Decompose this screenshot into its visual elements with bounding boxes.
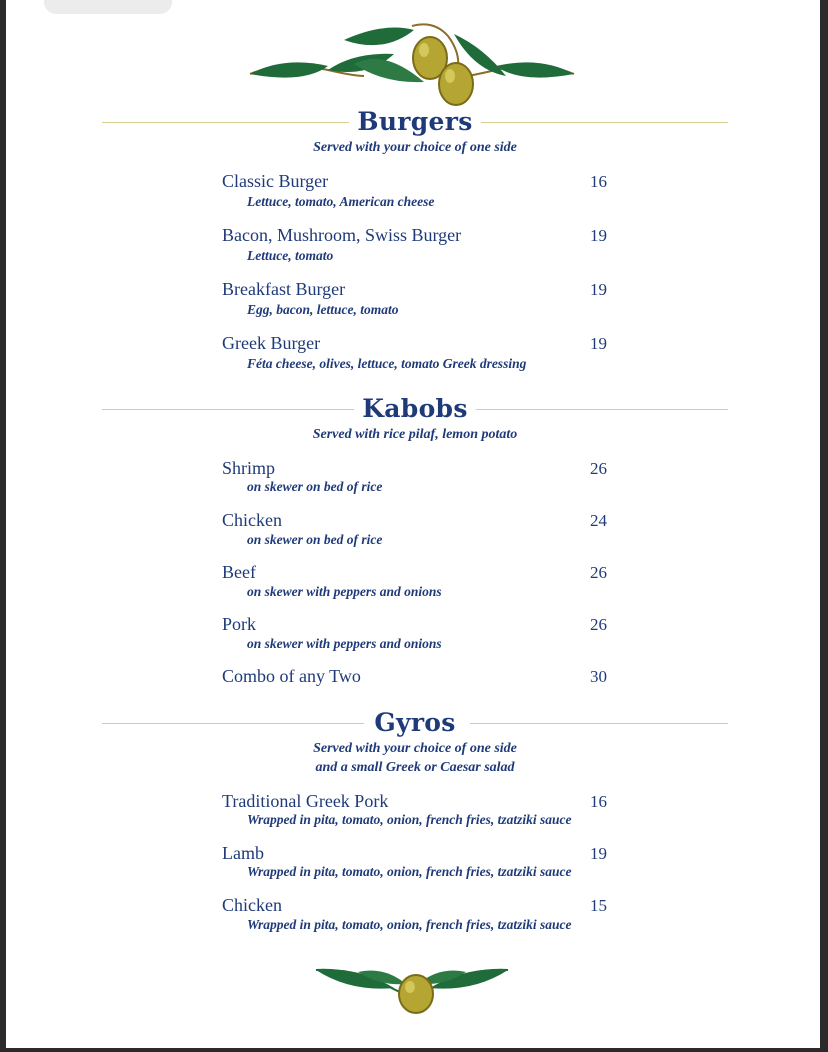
menu-item-description: Wrapped in pita, tomato, onion, french fries, tzatziki sauce <box>247 917 572 932</box>
menu-item-description: Lettuce, tomato <box>247 248 334 263</box>
menu-item-name: Lamb <box>222 843 264 863</box>
menu-item-description: on skewer with peppers and onions <box>247 636 442 651</box>
menu-item-name: Breakfast Burger <box>222 279 346 299</box>
menu-item-description: Egg, bacon, lettuce, tomato <box>247 302 399 317</box>
kabobs-title: Kabobs <box>102 394 728 424</box>
menu-item-price: 16 <box>590 172 607 191</box>
olive-branch-icon <box>310 962 514 1018</box>
menu-item-name: Pork <box>222 614 257 634</box>
menu-item-name: Beef <box>222 562 256 582</box>
menu-item-price: 26 <box>590 615 607 634</box>
menu-item-description: Lettuce, tomato, American cheese <box>247 194 435 209</box>
menu-item-price: 26 <box>590 563 607 582</box>
olive-branch-icon <box>244 18 580 110</box>
menu-item-name: Greek Burger <box>222 333 321 353</box>
kabobs-section-header <box>102 394 728 424</box>
menu-item-price: 19 <box>590 334 607 353</box>
menu-item-price: 16 <box>590 792 607 811</box>
menu-page <box>6 0 820 1048</box>
gyros-subtitle-line-1: Served with your choice of one side <box>313 741 517 756</box>
menu-item-description: on skewer on bed of rice <box>247 532 383 547</box>
gyros-subtitle-line-2: and a small Greek or Caesar salad <box>315 760 515 775</box>
burgers-subtitle: Served with your choice of one side <box>313 140 517 155</box>
menu-item-description: on skewer with peppers and onions <box>247 584 442 599</box>
menu-item-price: 19 <box>590 226 607 245</box>
menu-item-price: 19 <box>590 844 607 863</box>
burgers-section-header <box>102 107 728 137</box>
page-corner-tab <box>44 0 172 14</box>
menu-item-price: 19 <box>590 280 607 299</box>
menu-item-price: 15 <box>590 896 607 915</box>
menu-item-name: Chicken <box>222 895 282 915</box>
menu-item-name: Combo of any Two <box>222 666 361 686</box>
menu-item-price: 30 <box>590 667 607 686</box>
burgers-title: Burgers <box>102 107 728 137</box>
menu-item-description: Wrapped in pita, tomato, onion, french fries, tzatziki sauce <box>247 864 572 879</box>
menu-item-name: Traditional Greek Pork <box>222 791 389 811</box>
menu-item-description: Wrapped in pita, tomato, onion, french fries, tzatziki sauce <box>247 812 572 827</box>
menu-item-description: Féta cheese, olives, lettuce, tomato Greek dressing <box>247 356 527 371</box>
menu-item-price: 26 <box>590 459 607 478</box>
kabobs-subtitle: Served with rice pilaf, lemon potato <box>312 427 518 442</box>
menu-item-name: Chicken <box>222 510 282 530</box>
menu-item-name: Shrimp <box>222 458 276 478</box>
menu-item-price: 24 <box>590 511 607 530</box>
menu-item-name: Classic Burger <box>222 171 329 191</box>
gyros-section-header <box>102 708 728 738</box>
menu-item-description: on skewer on bed of rice <box>247 479 383 494</box>
menu-item-name: Bacon, Mushroom, Swiss Burger <box>222 225 462 245</box>
gyros-title: Gyros <box>102 708 728 738</box>
